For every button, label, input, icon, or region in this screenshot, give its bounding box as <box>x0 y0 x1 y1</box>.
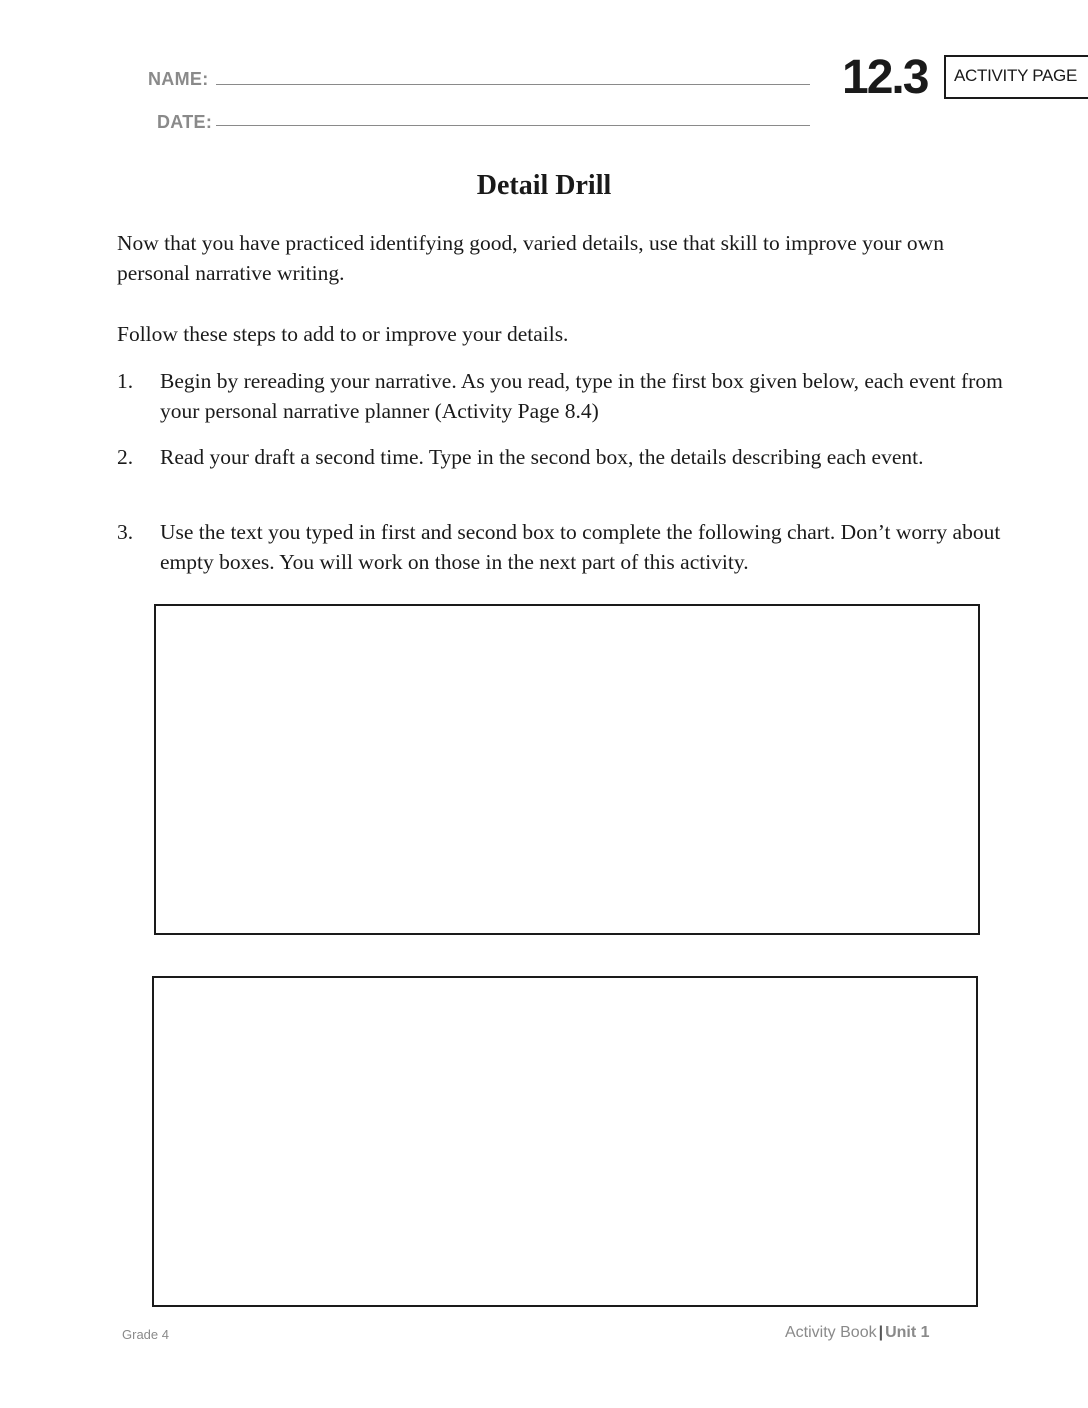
date-field[interactable] <box>216 125 810 126</box>
footer-book: Activity Book <box>785 1324 877 1341</box>
page-number: 12.3 <box>842 51 928 104</box>
step-number: 3. <box>117 520 134 544</box>
step-number: 2. <box>117 445 134 469</box>
page-title: Detail Drill <box>476 170 612 201</box>
intro-paragraph: Now that you have practiced identifying good, varied details, use that skill to improve your own personal narrative writing. <box>117 231 944 285</box>
events-answer-box[interactable] <box>154 604 980 935</box>
date-label: DATE: <box>157 112 213 132</box>
step-number: 1. <box>117 369 134 393</box>
activity-page-label: ACTIVITY PAGE <box>954 66 1078 85</box>
footer-grade: Grade 4 <box>122 1327 169 1342</box>
footer-book-unit <box>785 1324 930 1342</box>
step-text: Use the text you typed in first and second box to complete the following chart. Don’t worry about empty boxes. You will work on those in the next part of this activity. <box>160 520 1001 574</box>
steps-intro: Follow these steps to add to or improve your details. <box>117 322 569 346</box>
name-field[interactable] <box>216 84 810 85</box>
footer-unit: Unit 1 <box>885 1324 930 1341</box>
step-text: Begin by rereading your narrative. As you read, type in the first box given below, each event from your personal narrative planner (Activity Page 8.4) <box>160 369 1003 423</box>
details-answer-box[interactable] <box>152 976 978 1307</box>
footer-separator: | <box>878 1324 884 1341</box>
step-text: Read your draft a second time. Type in the second box, the details describing each event. <box>160 445 924 469</box>
name-label: NAME: <box>148 69 209 89</box>
